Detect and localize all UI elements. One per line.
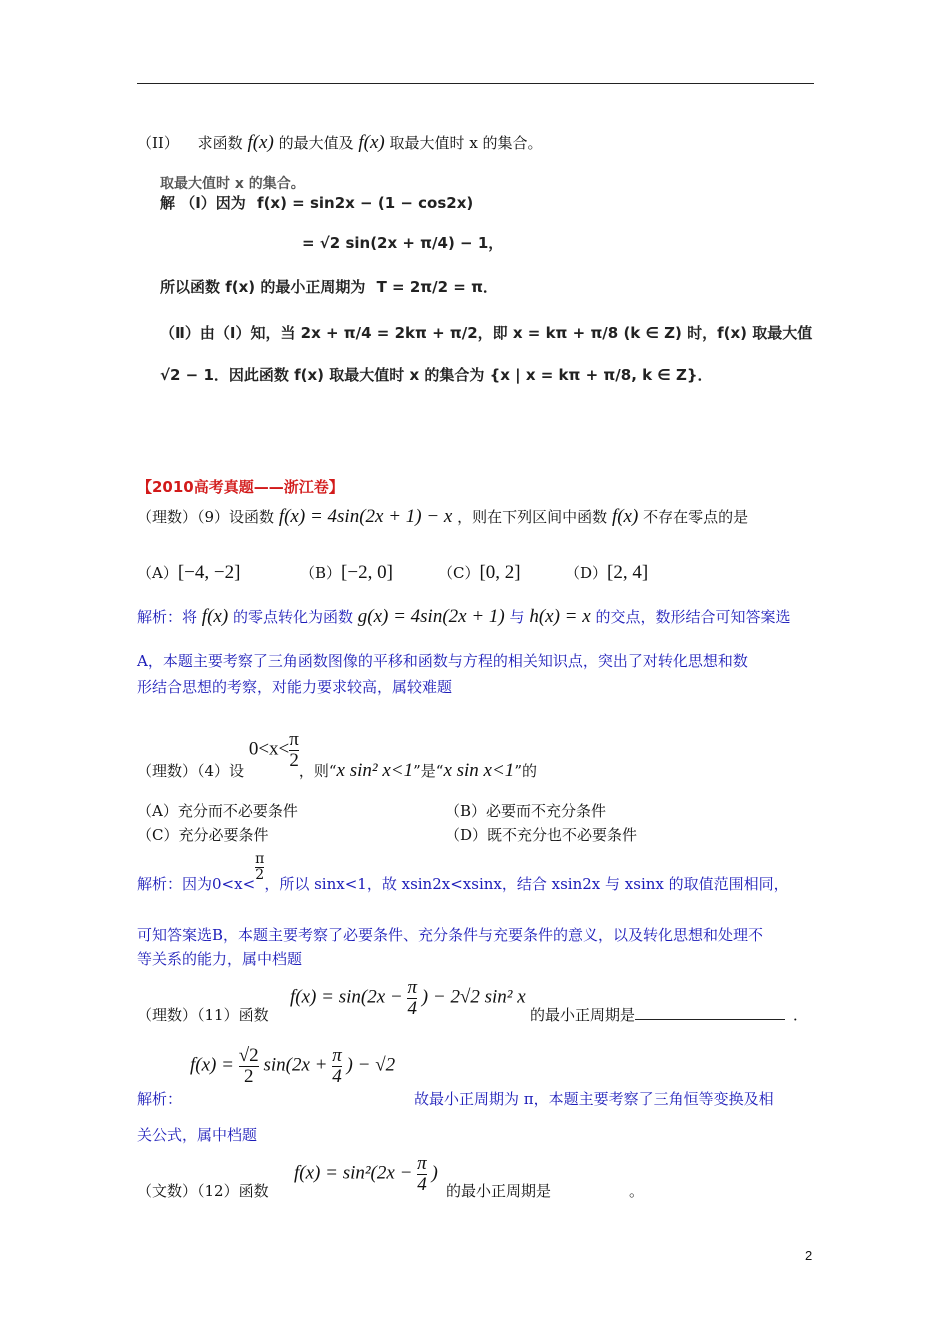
pi-over-2: $\frac{\pi}{2}$ xyxy=(289,729,299,771)
q9-option-c: （C）[0, 2] xyxy=(438,562,521,583)
q4-analysis-line-2: 可知答案选B，本题主要考察了必要条件、充分条件与充要条件的意义，以及转化思想和处理不 xyxy=(137,926,764,944)
analysis-pi-over-4: $\frac{\pi}{4}$ xyxy=(332,1045,342,1087)
q11-pi-over-4: $\frac{\pi}{4}$ xyxy=(407,977,418,1019)
solution-line-2: = √2 sin(2x + π/4) − 1， xyxy=(302,234,504,252)
q11-analysis-formula: f(x) = $\frac{√2}{2}$ sin(2x + $\frac{\pi}{4}$ ) − √2 xyxy=(190,1045,396,1087)
section-title: 【2010高考真题——浙江卷】 xyxy=(137,478,344,496)
q9-analysis-line-3: 形结合思想的考察，对能力要求较高，属较难题 xyxy=(137,678,453,696)
solution-line-4: （Ⅱ）由（Ⅰ）知，当 2x + π/4 = 2kπ + π/2，即 x = kπ + π/8 (k ∈ Z) 时，f(x) 取最大值 xyxy=(160,324,813,342)
header-rule xyxy=(137,83,814,84)
solution-line-1: 解 （Ⅰ）因为 f(x) = sin2x − (1 − cos2x) xyxy=(160,194,474,212)
q11-formula: f(x) = sin(2x − $\frac{\pi}{4}$ ) − 2√2 sin² x xyxy=(290,977,526,1019)
answer-blank[interactable] xyxy=(635,1005,785,1020)
q11-analysis-label: 解析： xyxy=(137,1090,183,1108)
pi-over-2-small: $\frac{\pi}{2}$ xyxy=(255,851,265,883)
q9-option-d: （D）[2, 4] xyxy=(565,562,649,583)
page-number: 2 xyxy=(805,1248,813,1263)
q4-option-b: （B）必要而不充分条件 xyxy=(445,802,607,820)
q4-analysis-line-3: 等关系的能力，属中档题 xyxy=(137,950,303,968)
q9-option-b: （B）[−2, 0] xyxy=(300,562,393,583)
solution-line-5: √2 − 1．因此函数 f(x) 取最大值时 x 的集合为 {x | x = kπ + π/8, k ∈ Z}． xyxy=(160,366,713,384)
q12-label: （文数）（12）函数 xyxy=(137,1182,269,1200)
q9-stem: （理数）（9）设函数 f(x) = 4sin(2x + 1) − x ，则在下列区间中函数 f(x) 不存在零点的是 xyxy=(137,506,749,527)
sqrt2-over-2: $\frac{√2}{2}$ xyxy=(238,1045,259,1087)
solution-line-3: 所以函数 f(x) 的最小正周期为 T = 2π/2 = π． xyxy=(160,278,498,296)
q4-option-d: （D）既不充分也不必要条件 xyxy=(445,826,638,844)
q12-pi-over-4: $\frac{\pi}{4}$ xyxy=(417,1153,427,1195)
q12-formula: f(x) = sin²(2x − $\frac{\pi}{4}$ ) xyxy=(294,1153,438,1195)
q9-analysis-line-2: A，本题主要考察了三角函数图像的平移和函数与方程的相关知识点，突出了对转化思想和数 xyxy=(137,652,748,670)
clipped-text-strip: 取最大值时 x 的集合。 xyxy=(160,176,305,192)
q4-option-c: （C）充分必要条件 xyxy=(137,826,269,844)
q4-analysis-line-1: 解析：因为0<x< $\frac{\pi}{2}$ ，所以 sinx<1，故 xsin2x<xsinx，结合 xsin2x 与 xsinx 的取值范围相同， xyxy=(137,851,789,894)
part2-question: （II） 求函数 f(x) 的最大值及 f(x) 取最大值时 x 的集合。 xyxy=(137,132,543,153)
q11-suffix: 的最小正周期是 ． xyxy=(530,1006,809,1024)
q11-analysis-line-2: 关公式，属中档题 xyxy=(137,1126,258,1144)
q12-suffix: 的最小正周期是 。 xyxy=(446,1182,645,1200)
q11-analysis-text: 故最小正周期为 π，本题主要考察了三角恒等变换及相 xyxy=(414,1090,774,1108)
q4-option-a: （A）充分而不必要条件 xyxy=(137,802,298,820)
q9-option-a: （A）[−4, −2] xyxy=(137,562,241,583)
q4-stem: （理数）（4）设 0<x< $\frac{\pi}{2}$ ，则“x sin² x<1”是“x sin x<1”的 xyxy=(137,729,537,782)
solution-image xyxy=(160,176,813,396)
q9-analysis-line-1: 解析：将 f(x) 的零点转化为函数 g(x) = 4sin(2x + 1) 与 h(x) = x 的交点，数形结合可知答案选 xyxy=(137,606,791,627)
q11-label: （理数）（11）函数 xyxy=(137,1006,269,1024)
